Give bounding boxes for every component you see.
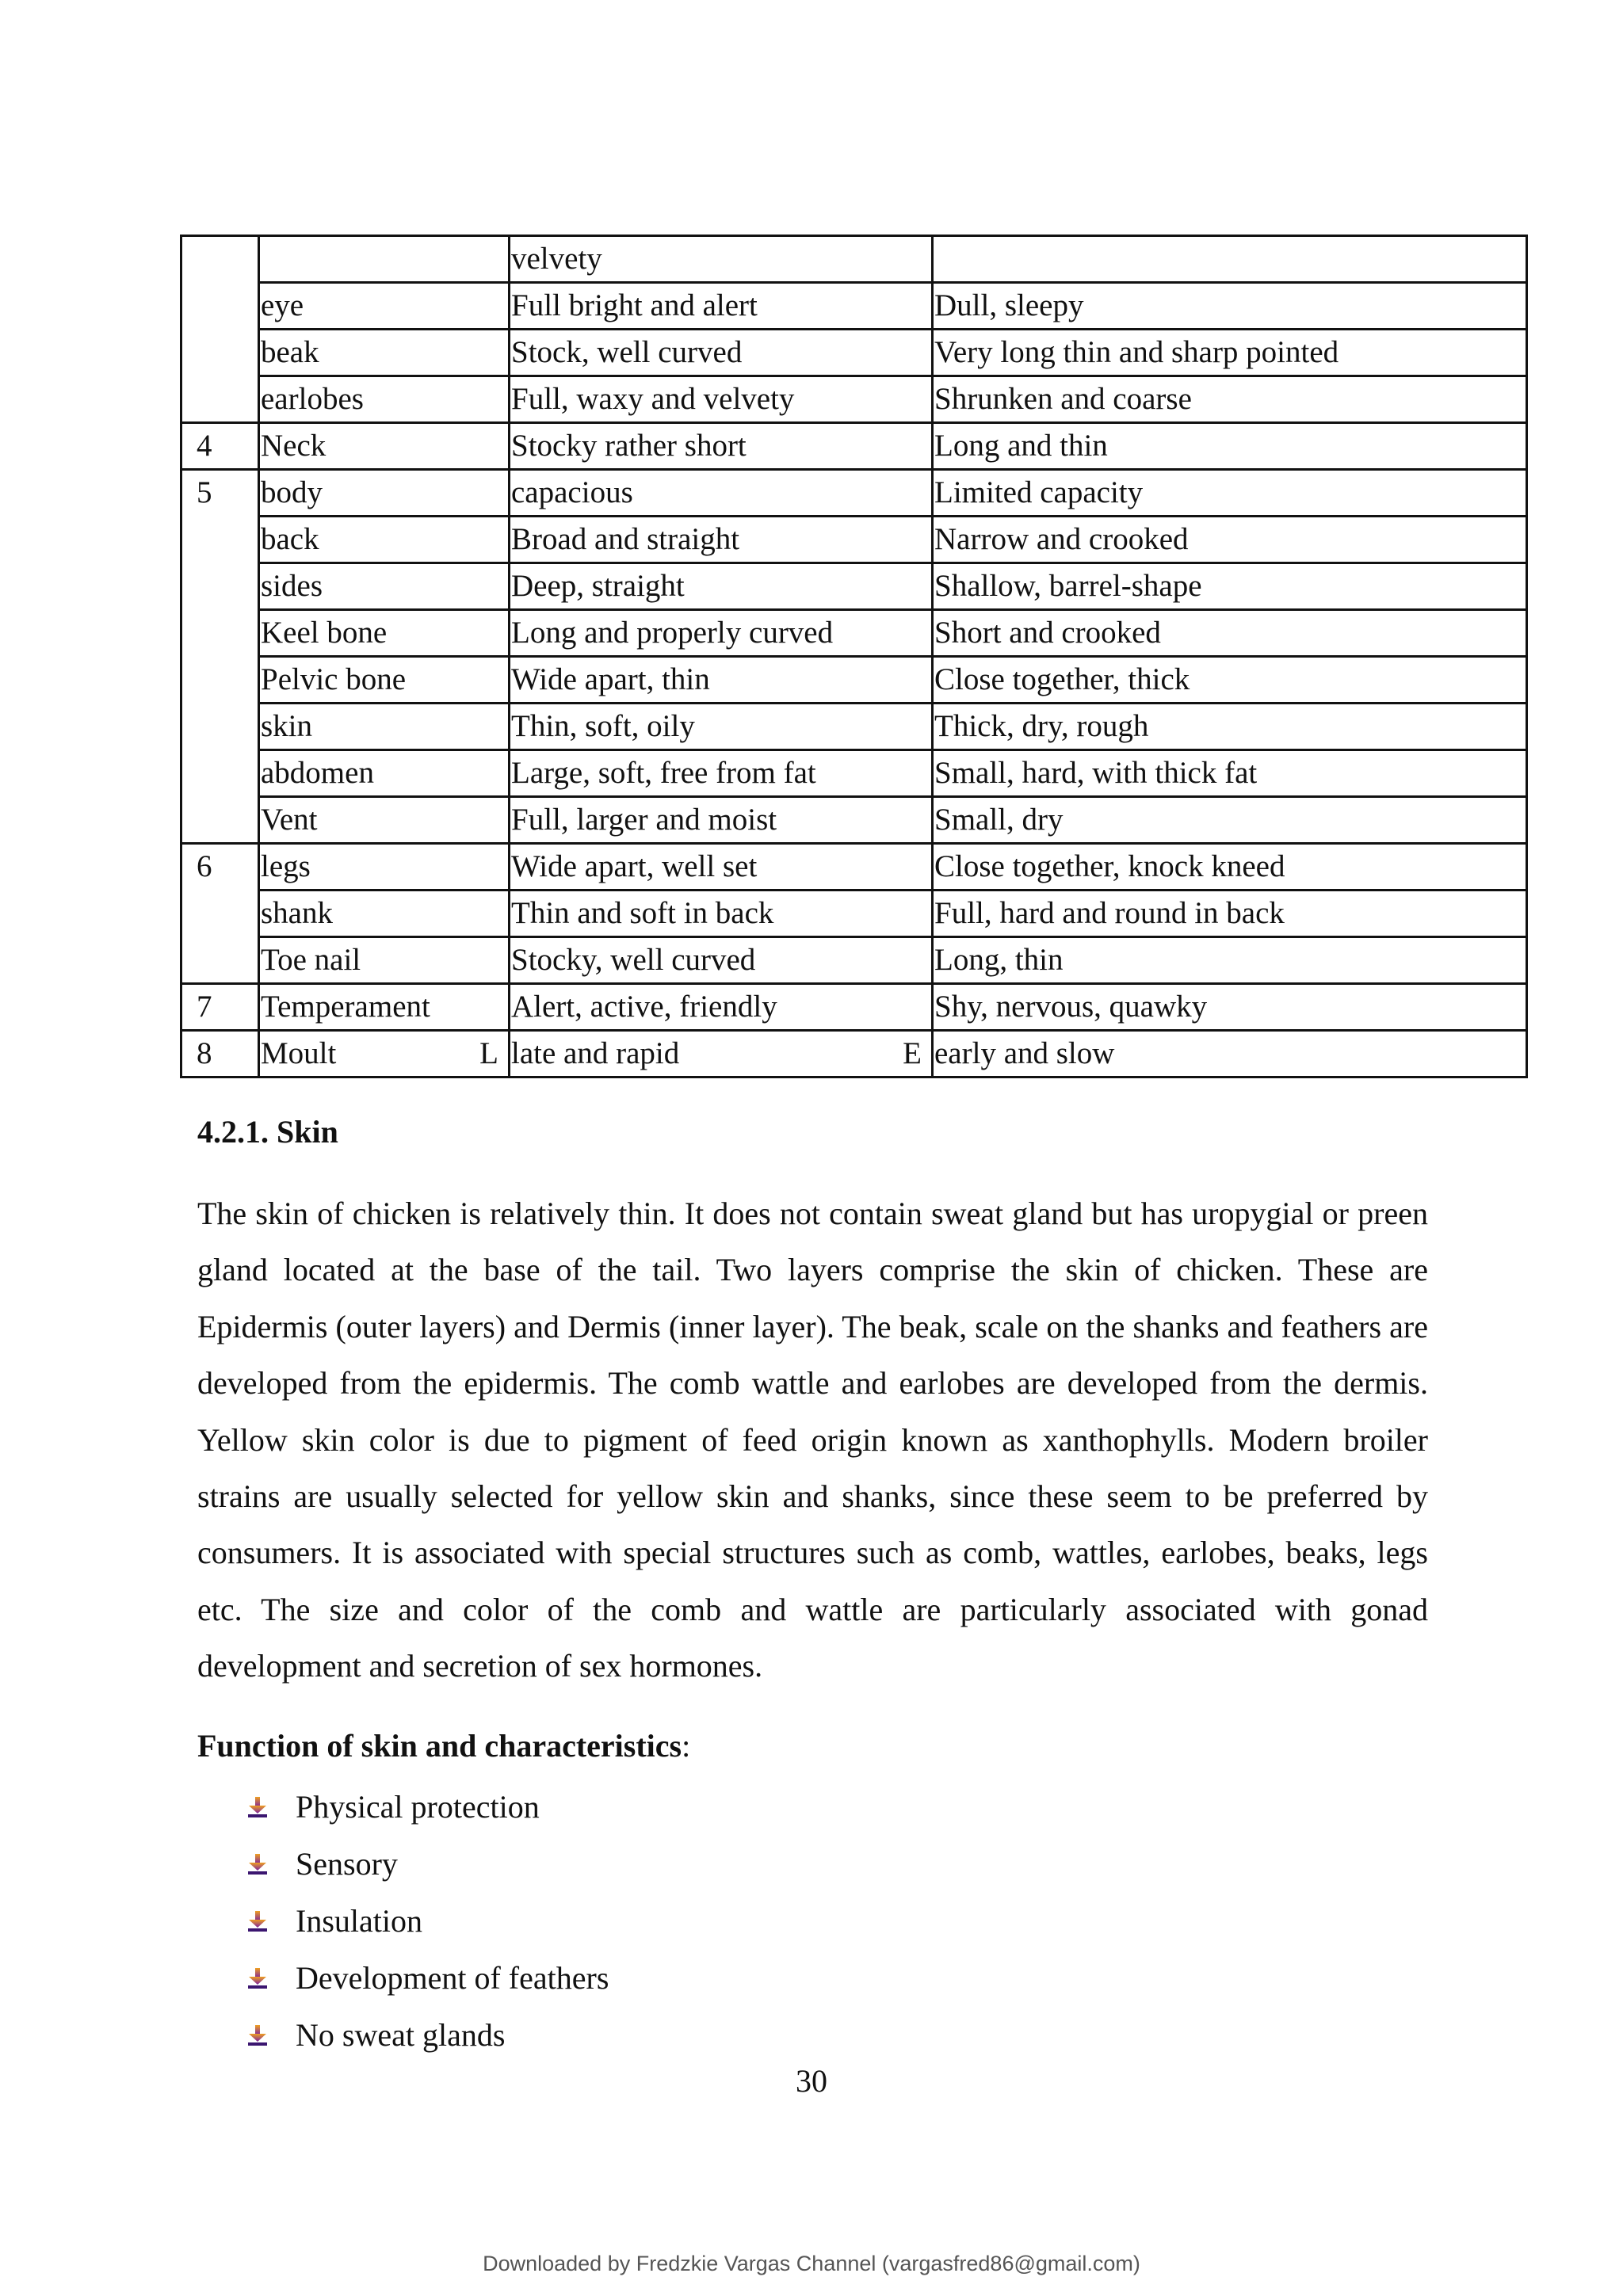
poor-layer-cell: Shallow, barrel-shape: [933, 563, 1527, 610]
row-number-cell: 7: [181, 984, 259, 1031]
table-row: [181, 470, 1527, 517]
poor-layer-cell: [933, 236, 1527, 283]
table-row: [181, 283, 1527, 330]
good-layer-cell: Broad and straight: [510, 517, 933, 563]
poor-layer-cell: Dull, sleepy: [933, 283, 1527, 330]
row-number-cell: 4: [181, 423, 259, 470]
table-row: [181, 891, 1527, 937]
good-layer-cell: Full, waxy and velvety: [510, 376, 933, 423]
arrow-down-bullet-icon: [246, 1909, 269, 1933]
row-number-cell: 5: [181, 470, 259, 517]
body-part-cell: Vent: [259, 797, 510, 844]
arrow-down-bullet-icon: [246, 1966, 269, 1990]
poor-layer-cell: Very long thin and sharp pointed: [933, 330, 1527, 376]
table-row: [181, 1031, 1527, 1077]
poor-layer-cell: Limited capacity: [933, 470, 1527, 517]
body-part-cell: body: [259, 470, 510, 517]
body-part-cell: [259, 1031, 510, 1077]
list-item: [246, 1779, 609, 1836]
row-number-cell: [181, 376, 259, 423]
skin-paragraph: The skin of chicken is relatively thin. It does not contain sweat gland but has uropygial or preen gland located at the base of the tail. Two layers comprise the skin of chicken. These are Epidermis (outer layers) and Dermis (inner layer). The beak, scale on the shanks and feathers are developed from the epidermis. The comb wattle and earlobes are developed from the dermis. Yellow skin color is due to pigment of feed origin known as xanthophylls. Modern broiler strains are usually selected for yellow skin and shanks, since these seem to be preferred by consumers. It is associated with special structures such as comb, wattles, earlobes, beaks, legs etc. The size and color of the comb and wattle are particularly associated with gonad development and secretion of sex hormones.: [197, 1196, 1428, 1684]
list-item: [246, 1950, 609, 2007]
body-part-cell: sides: [259, 563, 510, 610]
table-row: [181, 797, 1527, 844]
body-part-cell: eye: [259, 283, 510, 330]
function-title-text: Function of skin and characteristics: [197, 1728, 682, 1764]
row-number-cell: [181, 236, 259, 283]
list-item-label: Insulation: [296, 1903, 422, 1939]
body-part-cell: Temperament: [259, 984, 510, 1031]
table-row: [181, 563, 1527, 610]
body-part-cell: Pelvic bone: [259, 657, 510, 704]
table-row: [181, 517, 1527, 563]
poor-layer-cell: Long, thin: [933, 937, 1527, 984]
good-layer-cell: Thin, soft, oily: [510, 704, 933, 750]
row-number-cell: [181, 517, 259, 563]
good-layer-cell: Deep, straight: [510, 563, 933, 610]
row-number-cell: [181, 891, 259, 937]
row-number-cell: 8: [181, 1031, 259, 1077]
table-row: [181, 704, 1527, 750]
list-item: [246, 1836, 609, 1893]
table-row: [181, 984, 1527, 1031]
poor-layer-cell: Small, dry: [933, 797, 1527, 844]
row-number-cell: [181, 330, 259, 376]
arrow-down-bullet-icon: [246, 2023, 269, 2047]
body-part-cell: legs: [259, 844, 510, 891]
section-heading: 4.2.1. Skin: [197, 1114, 338, 1150]
list-item: [246, 2007, 609, 2064]
table-row: [181, 423, 1527, 470]
body-part-cell: [259, 236, 510, 283]
comparison-table: [180, 235, 1528, 1078]
poor-layer-cell: early and slow: [933, 1031, 1527, 1077]
body-part-cell-text: Moult: [261, 1036, 337, 1070]
good-layer-cell: velvety: [510, 236, 933, 283]
body-part-cell: Keel bone: [259, 610, 510, 657]
row-number-cell: [181, 797, 259, 844]
poor-layer-cell: Shy, nervous, quawky: [933, 984, 1527, 1031]
good-layer-cell: Full, larger and moist: [510, 797, 933, 844]
body-part-cell: back: [259, 517, 510, 563]
page-number: 30: [796, 2063, 827, 2099]
table-row: [181, 330, 1527, 376]
arrow-down-bullet-icon: [246, 1852, 269, 1876]
table-row: [181, 844, 1527, 891]
list-item-label: Development of feathers: [296, 1960, 609, 1996]
good-layer-cell: Stocky, well curved: [510, 937, 933, 984]
body-part-cell: shank: [259, 891, 510, 937]
poor-layer-cell: Long and thin: [933, 423, 1527, 470]
row-number-cell: [181, 610, 259, 657]
table-row: [181, 657, 1527, 704]
poor-layer-cell: Full, hard and round in back: [933, 891, 1527, 937]
list-item: [246, 1893, 609, 1950]
poor-layer-cell: Narrow and crooked: [933, 517, 1527, 563]
table-row: [181, 937, 1527, 984]
row-number-cell: [181, 657, 259, 704]
table-row: [181, 610, 1527, 657]
poor-layer-cell: Thick, dry, rough: [933, 704, 1527, 750]
row-number-cell: [181, 704, 259, 750]
list-item-label: Sensory: [296, 1846, 398, 1882]
row-number-cell: 6: [181, 844, 259, 891]
good-layer-cell: Full bright and alert: [510, 283, 933, 330]
good-layer-cell: Alert, active, friendly: [510, 984, 933, 1031]
table-row: [181, 750, 1527, 797]
arrow-down-bullet-icon: [246, 1795, 269, 1819]
good-layer-cell: Wide apart, well set: [510, 844, 933, 891]
table-row: [181, 376, 1527, 423]
good-layer-cell: Stock, well curved: [510, 330, 933, 376]
table-row: [181, 236, 1527, 283]
good-layer-cell: [510, 1031, 933, 1077]
poor-layer-cell: Short and crooked: [933, 610, 1527, 657]
good-layer-cell: Large, soft, free from fat: [510, 750, 933, 797]
function-title: [197, 1727, 690, 1764]
function-list: [246, 1779, 609, 2064]
poor-layer-cell: Close together, thick: [933, 657, 1527, 704]
poor-layer-cell: Small, hard, with thick fat: [933, 750, 1527, 797]
list-item-label: No sweat glands: [296, 2017, 506, 2053]
good-layer-cell: Stocky rather short: [510, 423, 933, 470]
body-part-cell-letter: L: [479, 1036, 498, 1070]
poor-layer-cell: Shrunken and coarse: [933, 376, 1527, 423]
body-part-cell: earlobes: [259, 376, 510, 423]
good-layer-cell: capacious: [510, 470, 933, 517]
good-layer-cell: Wide apart, thin: [510, 657, 933, 704]
row-number-cell: [181, 937, 259, 984]
function-title-colon: :: [682, 1728, 691, 1764]
row-number-cell: [181, 750, 259, 797]
good-layer-cell: Long and properly curved: [510, 610, 933, 657]
body-part-cell: skin: [259, 704, 510, 750]
body-part-cell: abdomen: [259, 750, 510, 797]
poor-layer-cell: Close together, knock kneed: [933, 844, 1527, 891]
good-layer-cell: Thin and soft in back: [510, 891, 933, 937]
row-number-cell: [181, 283, 259, 330]
list-item-label: Physical protection: [296, 1789, 540, 1825]
good-layer-cell-letter: E: [903, 1036, 922, 1070]
download-footer: Downloaded by Fredzkie Vargas Channel (vargasfred86@gmail.com): [483, 2252, 1140, 2275]
body-part-cell: Neck: [259, 423, 510, 470]
row-number-cell: [181, 563, 259, 610]
body-part-cell: Toe nail: [259, 937, 510, 984]
body-part-cell: beak: [259, 330, 510, 376]
good-layer-cell-text: late and rapid: [511, 1036, 680, 1070]
